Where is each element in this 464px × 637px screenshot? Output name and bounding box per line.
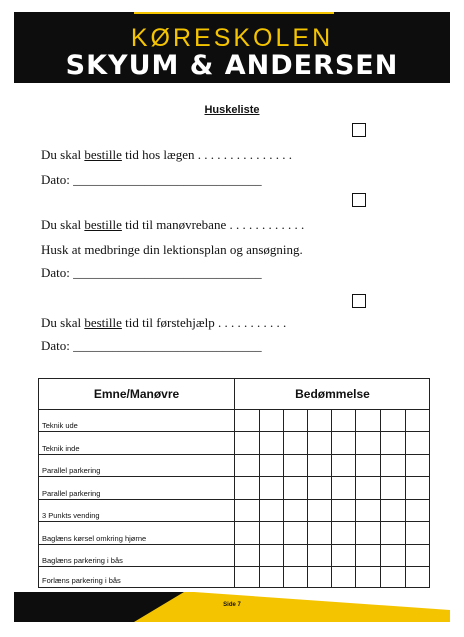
item-maneuver-underlined: bestille xyxy=(84,217,122,232)
rating-divider xyxy=(405,409,406,587)
column-header-topic: Emne/Manøvre xyxy=(93,387,180,401)
item-maneuver-suffix: tid til manøvrebane . . . . . . . . . . . . xyxy=(121,217,305,232)
brand-name-line1: KØRESKOLEN xyxy=(130,24,334,52)
row-divider xyxy=(39,566,429,567)
item-doctor-prefix: Du skal xyxy=(41,147,85,162)
date-field-first-aid[interactable]: Dato: _____________________________ xyxy=(41,338,262,353)
item-first-aid-suffix: tid til førstehjælp . . . . . . . . . . . xyxy=(121,315,287,330)
header-banner xyxy=(14,12,450,83)
row-divider xyxy=(39,476,429,477)
assessment-table xyxy=(38,378,430,588)
header-accent-stripe xyxy=(134,12,334,14)
rating-divider xyxy=(355,409,356,587)
item-maneuver-prefix: Du skal xyxy=(41,217,85,232)
page-title: Huskeliste xyxy=(204,104,260,116)
rating-divider xyxy=(380,409,381,587)
table-row-label: Teknik ude xyxy=(42,421,78,430)
table-row-label: Teknik inde xyxy=(42,444,80,453)
row-divider xyxy=(39,409,429,410)
date-field-doctor[interactable]: Dato: _____________________________ xyxy=(41,172,262,187)
rating-divider xyxy=(331,409,332,587)
column-header-rating: Bedømmelse xyxy=(295,387,370,401)
table-row-label: 3 Punkts vending xyxy=(42,511,100,520)
item-doctor-suffix: tid hos lægen . . . . . . . . . . . . . . . xyxy=(121,147,292,162)
row-divider xyxy=(39,454,429,455)
rating-divider xyxy=(283,409,284,587)
item-first-aid xyxy=(41,316,286,329)
table-row-label: Parallel parkering xyxy=(42,489,101,498)
item-first-aid-prefix: Du skal xyxy=(41,315,85,330)
brand-name-line2: SKYUM & ANDERSEN xyxy=(65,50,399,81)
checkbox-maneuver-track[interactable] xyxy=(352,193,366,207)
column-divider xyxy=(234,379,235,587)
table-row-label: Parallel parkering xyxy=(42,466,101,475)
row-divider xyxy=(39,499,429,500)
row-divider xyxy=(39,521,429,522)
date-field-maneuver-track[interactable]: Dato: _____________________________ xyxy=(41,265,262,280)
checkbox-doctor[interactable] xyxy=(352,123,366,137)
item-first-aid-underlined: bestille xyxy=(84,315,122,330)
rating-divider xyxy=(259,409,260,587)
rating-divider xyxy=(307,409,308,587)
item-maneuver-track xyxy=(41,218,304,231)
reminder-text: Husk at medbringe din lektionsplan og ansøgning. xyxy=(41,242,303,257)
item-doctor xyxy=(41,148,292,161)
table-row-label: Forlæns parkering i bås xyxy=(42,576,121,585)
item-doctor-underlined: bestille xyxy=(84,147,122,162)
table-row-label: Baglæns parkering i bås xyxy=(42,556,123,565)
checkbox-first-aid[interactable] xyxy=(352,294,366,308)
page-number: Side 7 xyxy=(223,602,241,608)
table-row-label: Baglæns kørsel omkring hjørne xyxy=(42,534,147,543)
row-divider xyxy=(39,544,429,545)
row-divider xyxy=(39,431,429,432)
